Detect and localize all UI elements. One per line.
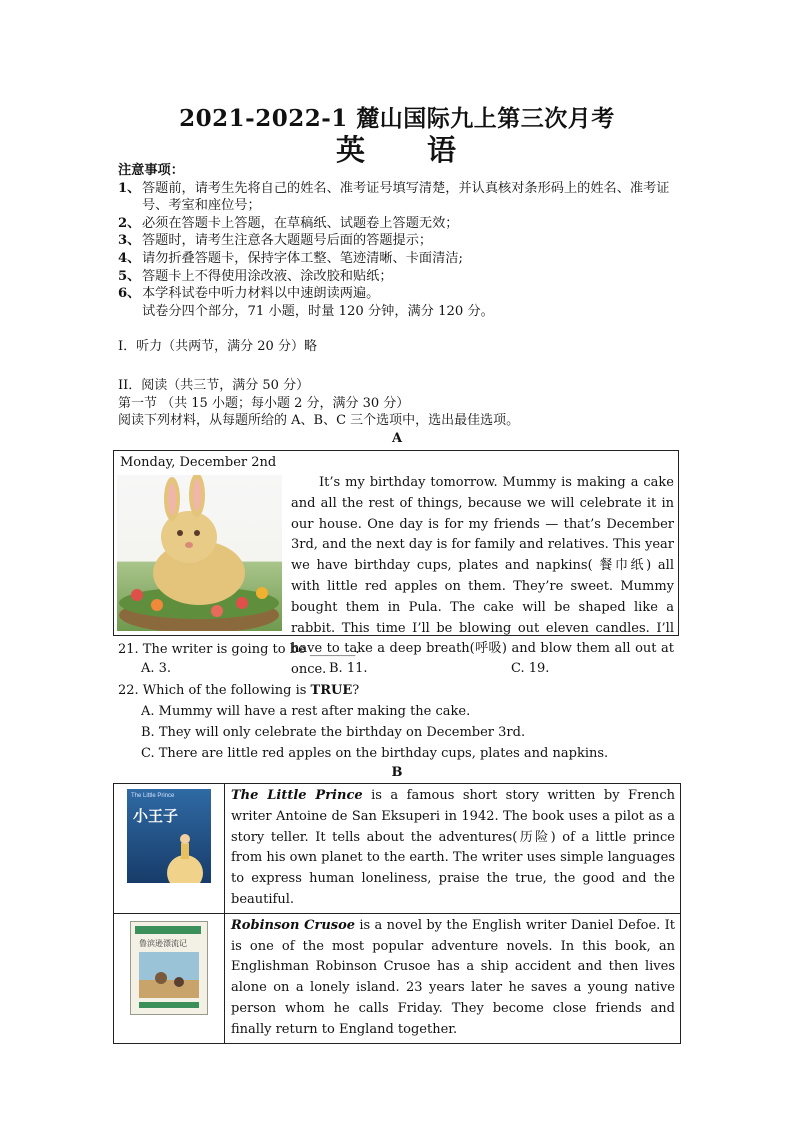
notice-item: 1、 答题前，请考生先将自己的姓名、准考证号填写清楚，并认真核对条形码上的姓名、准考证号、考室和座位号； [118,180,670,214]
notice-extra: 试卷分四个部分，71 小题，时量 120 分钟，满分 120 分。 [142,303,494,319]
book1-description: The Little Prince is a famous short story written by French writer Antoine de San Eksuperi in 1942. The book uses a pilot as a story teller. It tells about the adventures(历险) of a little prince from his own planet to the earth. The writer uses simple languages to express human loneliness, praise the true, the good and the beautiful. [225,784,681,914]
notice-heading: 注意事项： [118,163,184,178]
notice-block [118,162,688,320]
q22-option-b: B. They will only celebrate the birthday on December 3rd. [141,725,526,740]
question-22-stem: 22. Which of the following is TRUE? [118,683,360,698]
notice-item: 5、 答题卡上不得使用涂改液、涂改胶和贴纸； [118,268,393,284]
q21-option-c: C. 19. [511,661,550,676]
passage-a-date: Monday, December 2nd [120,455,277,470]
q22-option-a: A. Mummy will have a rest after making the cake. [141,704,471,719]
book2-cover-cell [114,913,225,1043]
subject-char-2: 语 [427,133,459,167]
rabbit-cake-icon [117,475,282,631]
notice-item: 2、 必须在答题卡上答题，在草稿纸、试题卷上答题无效； [118,215,459,231]
book1-cover-cell [114,784,225,914]
book2-title: Robinson Crusoe [231,917,356,933]
island-scene-icon [131,922,207,1014]
part2-block [118,377,519,430]
q22-option-c: C. There are little red apples on the birthday cups, plates and napkins. [141,746,609,761]
notice-item: 4、 请勿折叠答题卡，保持字体工整、笔迹清晰、卡面清洁; [118,250,463,266]
part2-heading: II．阅读（共三节，满分 50 分） [118,378,310,393]
section1-heading: 第一节 （共 15 小题；每小题 2 分，满分 30 分） [118,395,410,411]
passage-a-text: It’s my birthday tomorrow. Mummy is making a cake and all the rest of things, because we will celebrate it in our house. One day is for my friends — that’s December 3rd, and the next day is for family and relatives. This year we have birthday cups, plates and napkins( 餐巾纸) all with little red apples on them. They’re sweet. Mummy bought them in Pula. The cake will be shaped like a rabbit. This time I’ll be blowing out eleven candles. I’ll have to take a deep breath(呼吸) and blow them all out at once. [291,475,674,678]
passage-b-table [113,783,681,1044]
book1-title: The Little Prince [231,788,363,803]
little-prince-cover: The Little Prince 小王子 [127,789,211,883]
rabbit-cake-image [117,475,282,631]
exam-title: 2021-2022-1 麓山国际九上第三次月考 [179,105,615,132]
q21-option-b: B. 11. [329,661,368,676]
notice-item: 6、 本学科试卷中听力材料以中速朗读两遍。 [118,286,380,302]
subject-char-1: 英 [335,133,367,167]
notice-item: 3、 答题时，请考生注意各大题题号后面的答题提示； [118,233,433,249]
book2-description: Robinson Crusoe is a novel by the English writer Daniel Defoe. It is one of the most popular adventure novels. In this book, an Englishman Robinson Crusoe has a ship accident and then lives alone on a lonely island. 23 years later he saves a young native person whom he calls Friday. They become close friends and finally return to England together. [225,913,681,1043]
question-21-stem: 21. The writer is going to be _______. [118,642,360,657]
prince-planet-icon [127,789,211,883]
q21-option-a: A. 3. [141,661,172,676]
table-row [114,913,681,1043]
passage-b-letter: B [391,765,403,780]
table-row [114,784,681,914]
passage-a-letter: A [391,431,403,446]
reading-instruction: 阅读下列材料，从每题所给的 A、B、C 三个选项中，选出最佳选项。 [118,413,520,428]
robinson-crusoe-cover: 鲁滨逊漂流记 [130,921,208,1015]
part1-heading: I．听力（共两节，满分 20 分）略 [118,339,317,354]
